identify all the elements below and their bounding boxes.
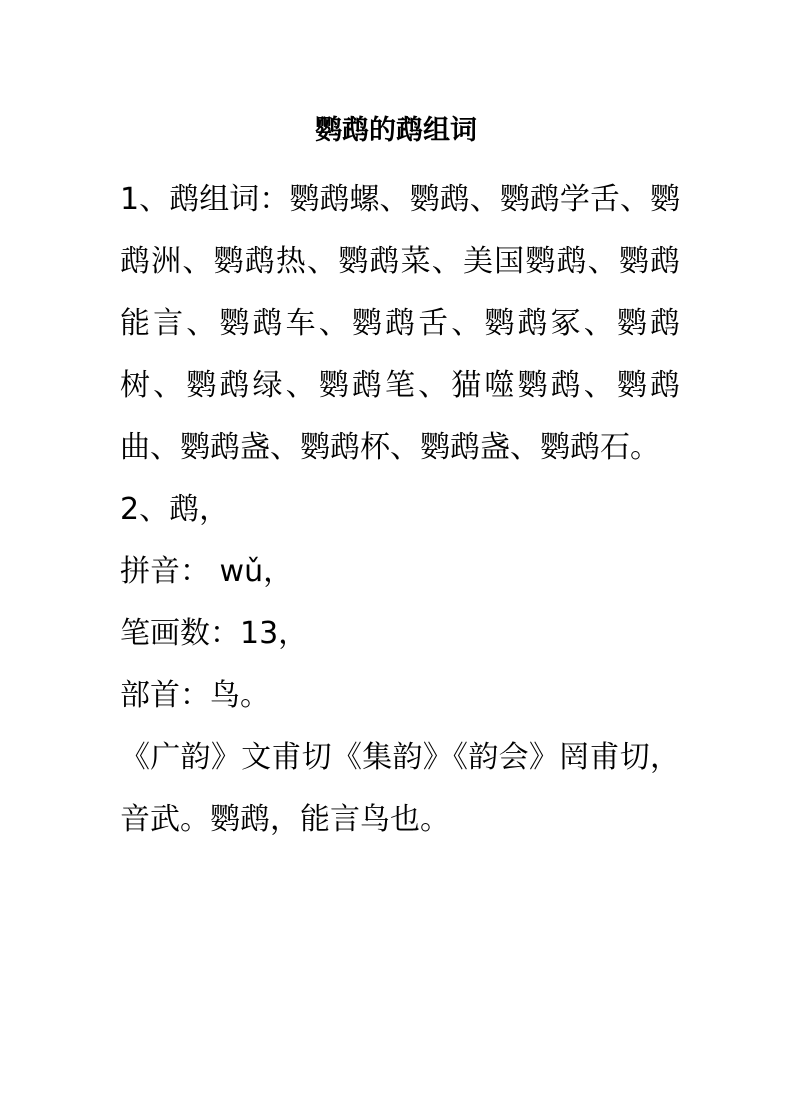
paragraph-radical: 部首：鸟。: [120, 678, 270, 713]
paragraph-stroke-count: 笔画数：13，: [120, 616, 309, 651]
paragraph-etymology: 《广韵》文甫切《集韵》《韵会》罔甫切，音武。鹦鹉，能言鸟也。: [120, 740, 680, 837]
paragraph-character-heading: 2、鹉，: [120, 492, 230, 527]
paragraph-word-list: 1、鹉组词：鹦鹉螺、鹦鹉、鹦鹉学舌、鹦鹉洲、鹦鹉热、鹦鹉菜、美国鹦鹉、鹦鹉能言、鹦鹉车、鹦鹉舌、鹦鹉冢、鹦鹉树、鹦鹉绿、鹦鹉笔、猫噬鹦鹉、鹦鹉曲、鹦鹉盏、鹦鹉杯、鹦鹉盏、鹦鹉石。: [120, 182, 680, 465]
document-title: 鹦鹉的鹉组词: [315, 115, 477, 146]
document-body: [120, 169, 680, 851]
paragraph-pinyin: 拼音： wǔ，: [120, 554, 294, 589]
